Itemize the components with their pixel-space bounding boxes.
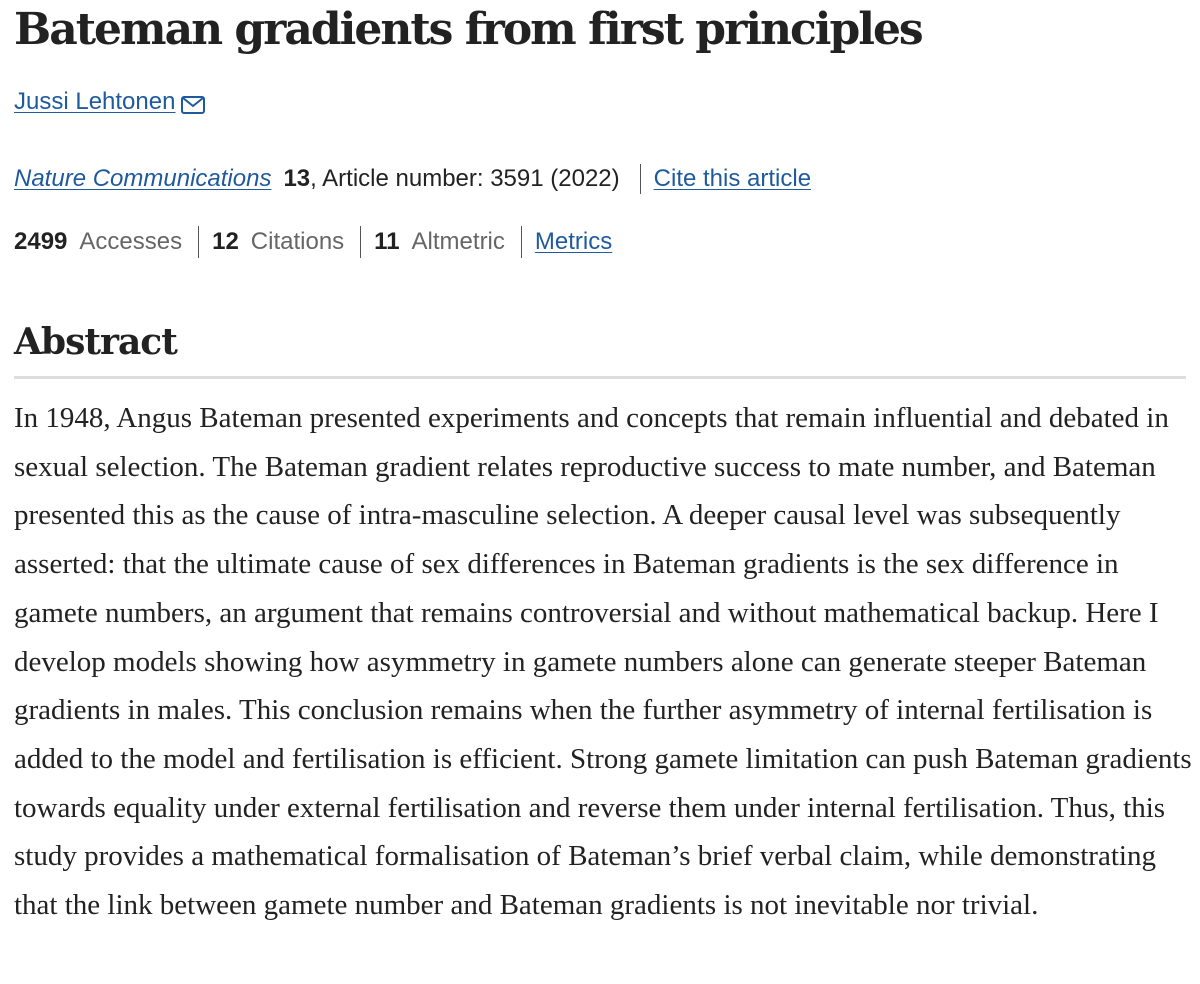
divider <box>198 226 199 258</box>
altmetric-count: 11 <box>374 228 400 255</box>
divider <box>360 226 361 258</box>
metrics-link[interactable]: Metrics <box>534 228 613 255</box>
divider <box>640 164 641 194</box>
author-list <box>14 88 205 116</box>
article-title: Bateman gradients from first principles <box>14 4 922 55</box>
citations-label: Citations <box>250 228 345 255</box>
cite-article-link[interactable]: Cite this article <box>653 165 812 192</box>
mail-icon[interactable] <box>181 93 205 111</box>
volume-number: 13 <box>283 165 311 192</box>
citation-line <box>14 162 811 196</box>
altmetric-label: Altmetric <box>411 228 505 255</box>
article-page <box>14 0 1192 922</box>
accesses-label: Accesses <box>79 228 183 255</box>
metrics-bar <box>14 225 612 259</box>
citations-count: 12 <box>212 228 239 255</box>
abstract-heading: Abstract <box>14 316 1186 379</box>
accesses-count: 2499 <box>14 228 68 255</box>
divider <box>521 226 522 258</box>
article-number: , Article number: 3591 (2022) <box>310 165 620 192</box>
author-link[interactable]: Jussi Lehtonen <box>14 88 176 115</box>
abstract-text: In 1948, Angus Bateman presented experiments and concepts that remain influential and debated in sexual selection. The Bateman gradient relates reproductive success to mate number, and Bateman presented this as the cause of intra-masculine selection. A deeper causal level was subsequently asserted: that the ultimate cause of sex differences in Bateman gradients is the sex difference in gamete numbers, an argument that remains controversial and without mathematical backup. Here I develop models showing how asymmetry in gamete numbers alone can generate steeper Bateman gradients in males. This conclusion remains when the further asymmetry of internal fertilisation is added to the model and fertilisation is efficient. Strong gamete limitation can push Bateman gradients towards equality under external fertilisation and reverse them under internal fertilisation. Thus, this study provides a mathematical formalisation of Bateman’s brief verbal claim, while demonstrating that the link between gamete number and Bateman gradients is not inevitable nor trivial. <box>14 402 1192 922</box>
journal-link[interactable]: Nature Communications <box>14 165 272 192</box>
